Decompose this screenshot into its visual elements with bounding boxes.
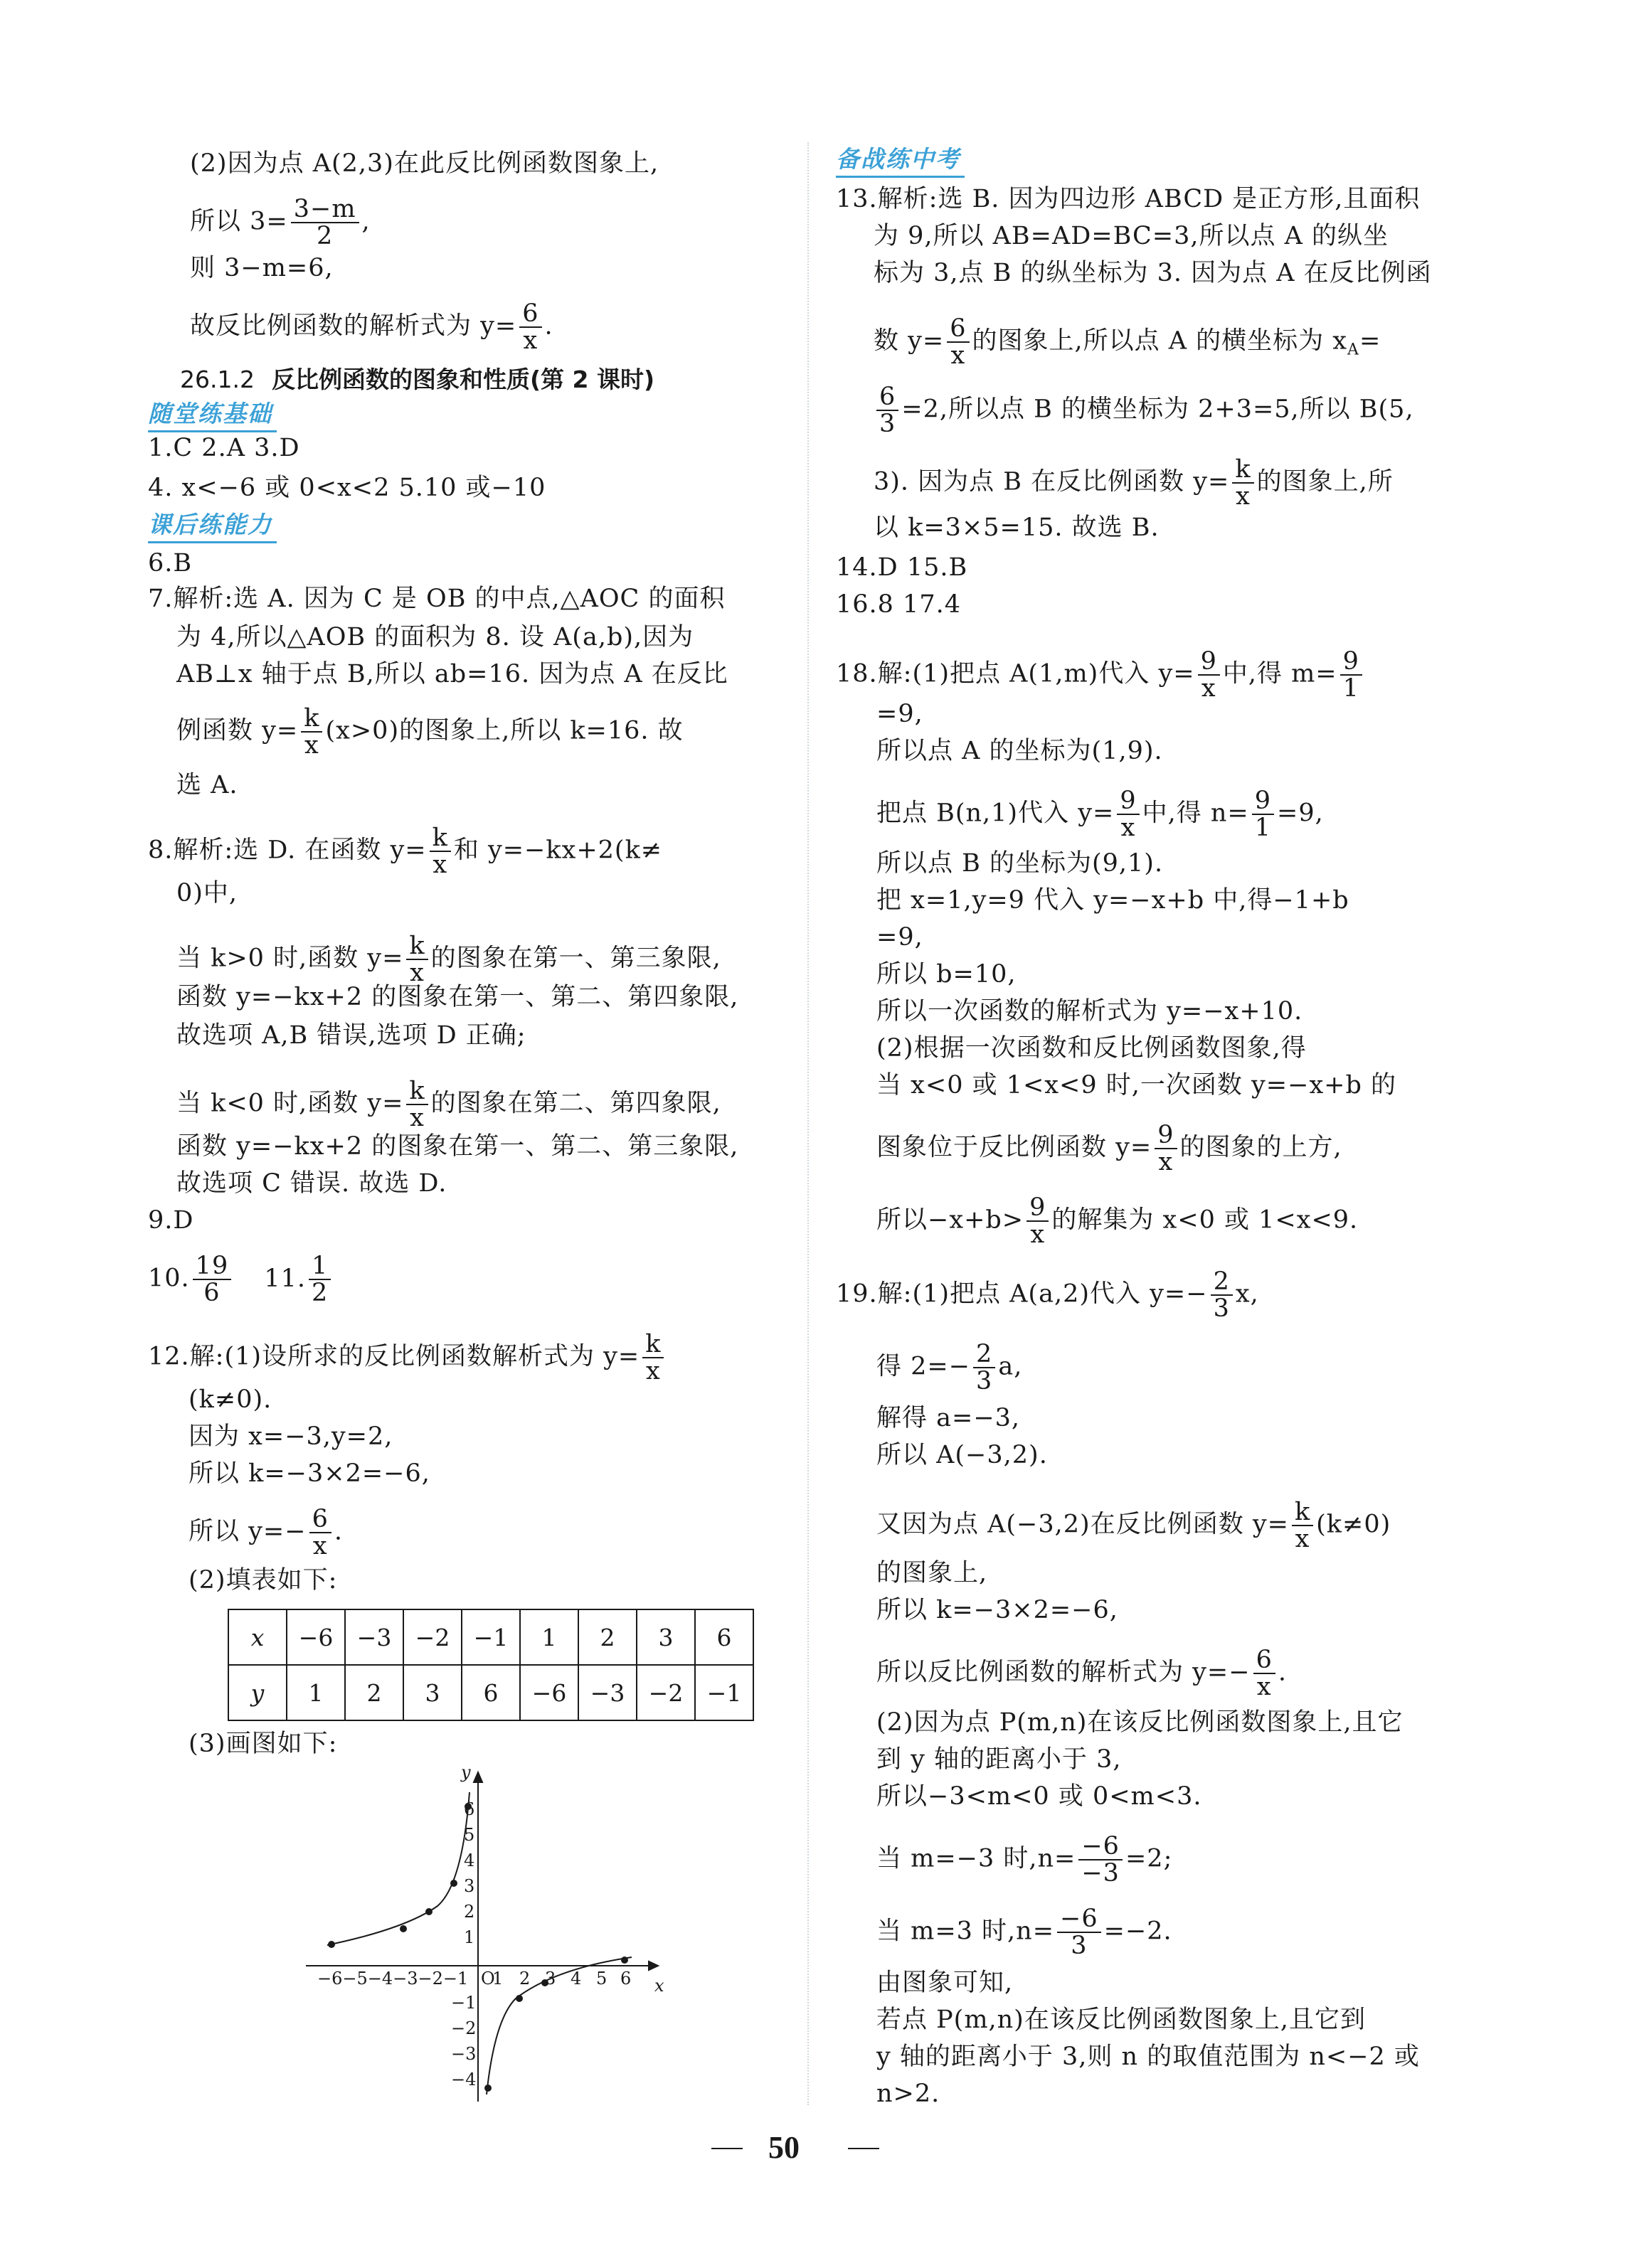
q18-line-7: =9, bbox=[876, 923, 923, 952]
y-tick: 2 bbox=[464, 1902, 475, 1922]
answers-10-11: 10. $\frac{19}{6}$ 11. $\frac{1}{2}$ bbox=[148, 1253, 334, 1306]
answer-9: 9.D bbox=[148, 1206, 194, 1235]
y-axis-label: y bbox=[461, 1764, 471, 1782]
q13-line-5: $\frac{6}{3}$ =2,所以点 B 的横坐标为 2+3=5,所以 B(5, bbox=[874, 384, 1414, 437]
y-tick: −3 bbox=[451, 2044, 477, 2064]
answers-16-17: 16.8 17.4 bbox=[836, 590, 961, 619]
x-tick: 4 bbox=[571, 1969, 582, 1989]
q13-line-6: 3). 因为点 B 在反比例函数 y= $\frac{k}{x}$ 的图象上,所 bbox=[874, 455, 1394, 511]
q7-line-1: 7.解析:选 A. 因为 C 是 OB 的中点,△AOC 的面积 bbox=[148, 585, 726, 613]
q19-line-2: 得 2=− $\frac{2}{3}$ a, bbox=[876, 1340, 1023, 1395]
section-beizhan: 备战练中考 bbox=[836, 141, 965, 178]
q18-line-1: 18.解:(1)把点 A(1,m)代入 y= $\frac{9}{x}$ 中,得 m= $\frac{9}{1}$ bbox=[836, 649, 1365, 701]
point bbox=[484, 2085, 492, 2092]
q13-line-3: 标为 3,点 B 的纵坐标为 3. 因为点 A 在反比例函 bbox=[874, 259, 1432, 287]
q8-line-1: 8.解析:选 D. 在函数 y= $\frac{k}{x}$ 和 y=−kx+2(k≠ bbox=[148, 824, 663, 879]
q8-line-6: 当 k<0 时,函数 y= $\frac{k}{x}$ 的图象在第二、第四象限, bbox=[176, 1077, 721, 1132]
y-tick: −4 bbox=[451, 2070, 477, 2089]
q12-line-2: (k≠0). bbox=[189, 1385, 272, 1414]
section-suitang: 随堂练基础 bbox=[148, 395, 277, 432]
q12-line-3: 因为 x=−3,y=2, bbox=[189, 1422, 393, 1451]
y-tick: −2 bbox=[451, 2018, 477, 2038]
point bbox=[328, 1941, 335, 1948]
q18-line-8: 所以 b=10, bbox=[876, 960, 1017, 989]
q7-line-3: AB⊥x 轴于点 B,所以 ab=16. 因为点 A 在反比 bbox=[176, 660, 728, 688]
answer-6: 6.B bbox=[148, 549, 193, 577]
q19-line-14: 由图象可知, bbox=[876, 1969, 1014, 1997]
x-tick: 3 bbox=[545, 1969, 556, 1989]
q19-line-9: (2)因为点 P(m,n)在该反比例函数图象上,且它 bbox=[876, 1708, 1404, 1737]
q8-line-5: 故选项 A,B 错误,选项 D 正确; bbox=[176, 1021, 526, 1050]
x-ticks-negative: −6−5−4−3−2−1 bbox=[317, 1969, 469, 1989]
lesson-heading: 26.1.2 反比例函数的图象和性质(第 2 课时) bbox=[180, 366, 655, 393]
curve-q2 bbox=[327, 1792, 469, 1945]
q19-line-4: 所以 A(−3,2). bbox=[876, 1441, 1048, 1469]
q18-line-4: 把点 B(n,1)代入 y= $\frac{9}{x}$ 中,得 n= $\frac{9}{1}$ =9, bbox=[876, 787, 1324, 842]
q19-line-7: 所以 k=−3×2=−6, bbox=[876, 1596, 1118, 1624]
q13-line-7: 以 k=3×5=15. 故选 B. bbox=[874, 513, 1160, 542]
q8-line-4: 函数 y=−kx+2 的图象在第一、第二、第四象限, bbox=[176, 983, 739, 1011]
q12-line-1: 12.解:(1)设所求的反比例函数解析式为 y= $\frac{k}{x}$ bbox=[148, 1331, 667, 1384]
x-tick: 5 bbox=[596, 1969, 608, 1989]
y-tick: 4 bbox=[464, 1851, 475, 1870]
y-tick: 6 bbox=[464, 1799, 475, 1819]
q18-line-2: =9, bbox=[876, 700, 923, 728]
q12-line-6: (2)填表如下: bbox=[189, 1566, 338, 1594]
q19-line-11: 所以−3<m<0 或 0<m<3. bbox=[876, 1782, 1202, 1811]
page-number: 50 bbox=[768, 2130, 800, 2165]
page-number-dash-right bbox=[848, 2148, 879, 2149]
x-axis-label: x bbox=[654, 1976, 664, 1996]
q19-line-10: 到 y 轴的距离小于 3, bbox=[876, 1745, 1122, 1774]
q8-line-7: 函数 y=−kx+2 的图象在第一、第二、第三象限, bbox=[176, 1132, 739, 1161]
q19-line-5: 又因为点 A(−3,2)在反比例函数 y= $\frac{k}{x}$ (k≠0) bbox=[876, 1498, 1391, 1553]
point bbox=[450, 1880, 457, 1887]
q19-line-15: 若点 P(m,n)在该反比例函数图象上,且它到 bbox=[876, 2006, 1366, 2034]
point bbox=[516, 1995, 523, 2002]
curve-q4 bbox=[487, 1957, 632, 2094]
q18-line-10: (2)根据一次函数和反比例函数图象,得 bbox=[876, 1034, 1307, 1063]
q7-line-2: 为 4,所以△AOB 的面积为 8. 设 A(a,b),因为 bbox=[176, 623, 694, 651]
q8-line-3: 当 k>0 时,函数 y= $\frac{k}{x}$ 的图象在第一、第三象限, bbox=[176, 932, 721, 987]
q19-line-3: 解得 a=−3, bbox=[876, 1404, 1021, 1432]
x-tick: 6 bbox=[620, 1969, 632, 1989]
q12-line-7: (3)画图如下: bbox=[189, 1730, 338, 1758]
q19-line-1: 19.解:(1)把点 A(a,2)代入 y=− $\frac{2}{3}$ x, bbox=[836, 1267, 1259, 1323]
answers-14-15: 14.D 15.B bbox=[836, 553, 968, 582]
q18-line-11: 当 x<0 或 1<x<9 时,一次函数 y=−x+b 的 bbox=[876, 1071, 1397, 1100]
value-table bbox=[228, 1609, 754, 1721]
y-tick: 1 bbox=[464, 1927, 475, 1947]
y-axis-arrow bbox=[474, 1772, 482, 1782]
point bbox=[621, 1956, 628, 1964]
origin-label: O bbox=[481, 1969, 495, 1989]
page-number-dash-left bbox=[711, 2148, 743, 2149]
q19-line-17: n>2. bbox=[876, 2080, 940, 2108]
q18-line-12: 图象位于反比例函数 y= $\frac{9}{x}$ 的图象的上方, bbox=[876, 1121, 1342, 1176]
point bbox=[425, 1908, 433, 1915]
q8-line-2: 0)中, bbox=[176, 879, 238, 907]
q12-line-4: 所以 k=−3×2=−6, bbox=[189, 1459, 430, 1488]
q13-line-4: 数 y= $\frac{6}{x}$ 的图象上,所以点 A 的横坐标为 $x_A=$ bbox=[874, 314, 1381, 370]
table-row-x: x −6 −3 −2 −1 1 2 3 6 bbox=[228, 1609, 753, 1665]
q-2-line-4: 故反比例函数的解析式为 y= $\frac{6}{x}$ . bbox=[190, 299, 553, 355]
q-2-line-3: 则 3−m=6, bbox=[190, 254, 334, 282]
table-row-y: y 1 2 3 6 −6 −3 −2 −1 bbox=[228, 1665, 753, 1720]
answers-1-3: 1.C 2.A 3.D bbox=[148, 434, 300, 462]
q13-line-2: 为 9,所以 AB=AD=BC=3,所以点 A 的纵坐 bbox=[874, 222, 1389, 250]
q8-line-8: 故选项 C 错误. 故选 D. bbox=[176, 1169, 447, 1198]
q-2-line-1: (2)因为点 A(2,3)在此反比例函数图象上, bbox=[190, 149, 659, 178]
q18-line-9: 所以一次函数的解析式为 y=−x+10. bbox=[876, 997, 1303, 1026]
y-tick: −1 bbox=[451, 1993, 477, 2013]
x-tick: 2 bbox=[519, 1969, 531, 1989]
y-tick: 3 bbox=[464, 1876, 475, 1896]
y-tick: 5 bbox=[464, 1825, 475, 1845]
x-axis-arrow bbox=[649, 1961, 658, 1970]
q19-line-12: 当 m=−3 时,n= $\frac{-6}{-3}$ =2; bbox=[876, 1832, 1173, 1888]
q13-line-1: 13.解析:选 B. 因为四边形 ABCD 是正方形,且面积 bbox=[836, 185, 1421, 213]
q18-line-6: 把 x=1,y=9 代入 y=−x+b 中,得−1+b bbox=[876, 886, 1349, 915]
q-2-line-2: 所以 3= $\frac{3-m}{2}$ , bbox=[190, 195, 371, 250]
point bbox=[400, 1925, 407, 1932]
hyperbola-graph bbox=[299, 1764, 669, 2105]
q19-line-8: 所以反比例函数的解析式为 y=− $\frac{6}{x}$ . bbox=[876, 1646, 1287, 1701]
q12-line-5: 所以 y=− $\frac{6}{x}$ . bbox=[189, 1505, 343, 1560]
q18-line-13: 所以−x+b> $\frac{9}{x}$ 的解集为 x<0 或 1<x<9. bbox=[876, 1193, 1359, 1249]
q19-line-6: 的图象上, bbox=[876, 1559, 988, 1587]
q7-line-5: 选 A. bbox=[176, 771, 238, 799]
x-tick: 1 bbox=[492, 1969, 504, 1989]
q7-line-4: 例函数 y= $\frac{k}{x}$ (x>0)的图象上,所以 k=16. 故 bbox=[176, 704, 684, 760]
column-divider bbox=[807, 142, 809, 2105]
section-kehou: 课后练能力 bbox=[148, 506, 277, 543]
answers-4-5: 4. x<−6 或 0<x<2 5.10 或−10 bbox=[148, 474, 546, 502]
q18-line-5: 所以点 B 的坐标为(9,1). bbox=[876, 849, 1164, 878]
q19-line-13: 当 m=3 时,n= $\frac{-6}{3}$ =−2. bbox=[876, 1905, 1172, 1960]
q18-line-3: 所以点 A 的坐标为(1,9). bbox=[876, 737, 1163, 765]
q19-line-16: y 轴的距离小于 3,则 n 的取值范围为 n<−2 或 bbox=[876, 2043, 1420, 2071]
